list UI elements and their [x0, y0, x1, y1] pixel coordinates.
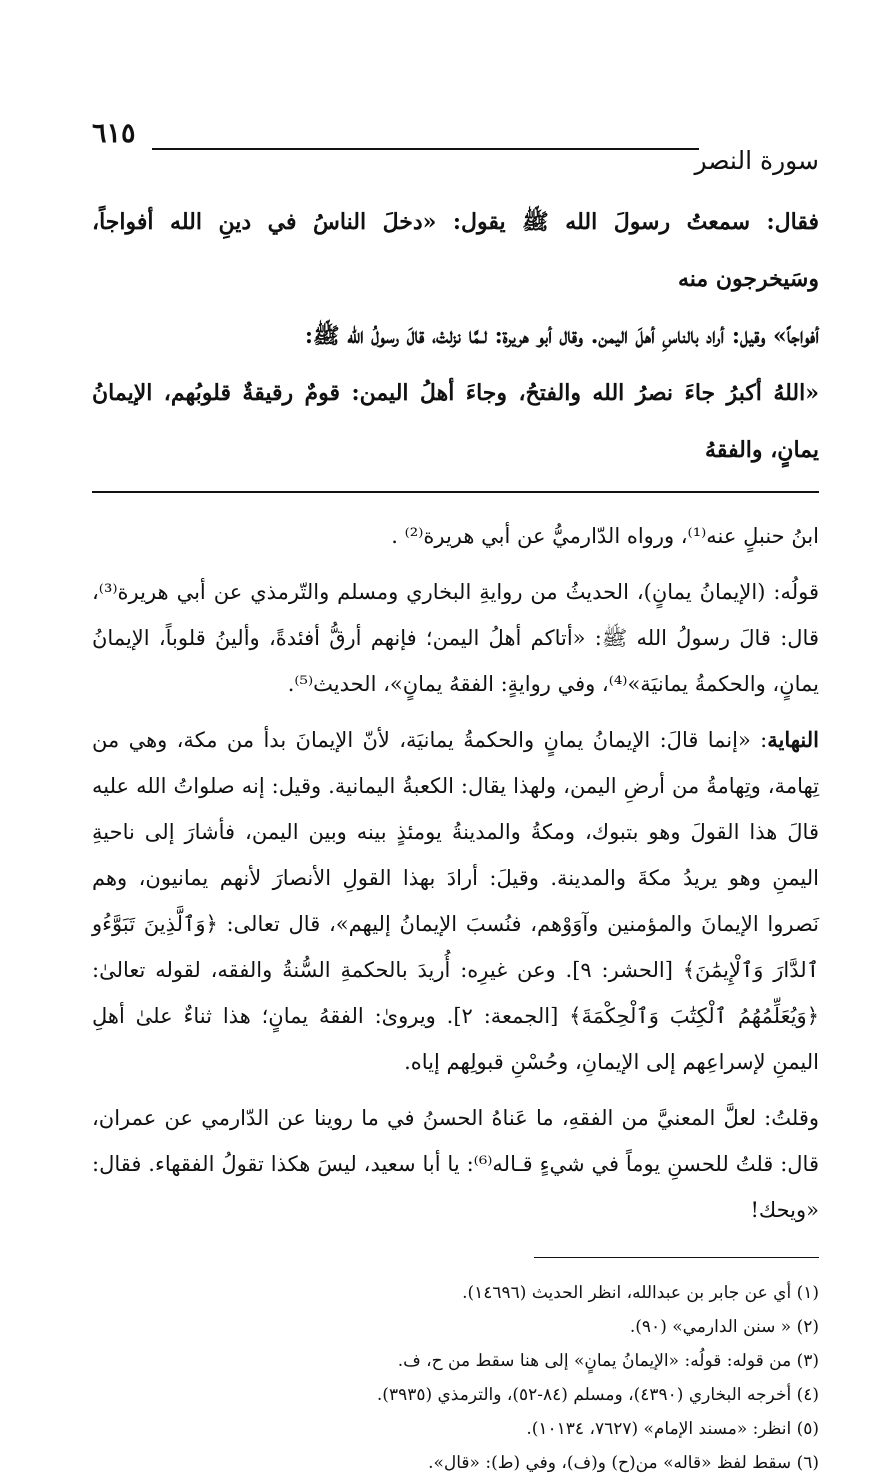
- commentary-paragraph: ابنُ حنبلٍ عنه⁽¹⁾، ورواه الدّارميُّ عن أبي هريرة⁽²⁾ .: [391, 524, 819, 548]
- footnote-item: (٤) أخرجه البخاري (٤٣٩٠)، ومسلم (٨٤-٥٢)، والترمذي (٣٩٣٥).: [376, 1385, 819, 1405]
- footnotes-list: [92, 1276, 819, 1480]
- footnote-divider: [534, 1257, 819, 1258]
- quote-line: أفواجاً» وقيل: أراد بالناسِ أهلَ اليمن. وقال أبو هريرة: لـمَّا نزلتْ، قالَ رسولُ الله ﷺ:: [304, 323, 819, 349]
- page-header: [92, 118, 819, 175]
- header-rule: [152, 148, 699, 150]
- commentary-paragraph: قولُه: (الإيمانُ يمانٍ)، الحديثُ من روايةِ البخاري ومسلم والتّرمذي عن أبي هريرة⁽³⁾، قال: قالَ رسولُ الله ﷺ: «أتاكم أهلُ اليمن؛ فإنهم أرقُّ أفئدةً، وألينُ قلوباً، الإيمانُ يمانٍ، والحكمةُ يمانيَة»⁽⁴⁾، وفي روايةٍ: الفقهُ يمانٍ»، الحديث⁽⁵⁾.: [92, 580, 819, 696]
- page-number: ٦١٥: [92, 118, 136, 149]
- section-divider: [92, 491, 819, 493]
- surah-title: سورة النصر: [694, 146, 819, 175]
- quote-line: فقال: سمعتُ رسولَ الله ﷺ يقول: «دخلَ الناسُ في دينِ الله أفواجاً، وسَيخرجون منه: [92, 209, 819, 292]
- quoted-text-block: [92, 194, 819, 479]
- footnote-item: (٦) سقط لفظ «قاله» من(ح) و(ف)، وفي (ط): «قال».: [428, 1453, 819, 1473]
- commentary-paragraph: النهاية: «إنما قالَ: الإيمانُ يمانٍ والحكمةُ يمانيَة، لأنّ الإيمانَ بدأ من مكة، وهي من تِهامة، وتِهامةُ من أرضِ اليمن، ولهذا يقال: الكعبةُ اليمانية. وقيل: إنه صلواتُ الله عليه قالَ هذا القولَ وهو بتبوك، ومكةُ والمدينةُ يومئذٍ بينه وبين اليمن، فأشارَ إلى ناحيةِ اليمنِ وهو يريدُ مكةَ والمدينة. وقيلَ: أرادَ بهذا القولِ الأنصارَ لأنهم يمانيون، وهم نَصروا الإيمانَ والمؤمنين وآوَوْهم، فنُسبَ الإيمانُ إليهم»، قال تعالى: ﴿وَٱلَّذِينَ تَبَوَّءُو ٱلدَّارَ وَٱلْإِيمَٰنَ﴾ [الحشر: ٩]. وعن غيرِه: أُريدَ بالحكمةِ السُّنةُ والفقه، لقوله تعالىٰ: ﴿وَيُعَلِّمُهُمُ ٱلْكِتَٰبَ وَٱلْحِكْمَةَ﴾ [الجمعة: ٢]. ويروىٰ: الفقهُ يمانٍ؛ هذا ثناءٌ علىٰ أهلِ اليمنِ لإسراعِهم إلى الإيمانِ، وحُسْنِ قبولِهم إياه.: [92, 727, 819, 1074]
- lead-word: النهاية: [767, 727, 819, 752]
- footnote-item: (٣) من قوله: قولُه: «الإيمانُ يمانٍ» إلى هنا سقط من ح، ف.: [397, 1351, 819, 1371]
- commentary-paragraph: وقلتُ: لعلَّ المعنيَّ من الفقهِ، ما عَناهُ الحسنُ في ما روينا عن الدّارمي عن عمران، قال: قلتُ للحسنِ يوماً في شيءٍ قـاله⁽⁶⁾: يا أبا سعيد، ليسَ هكذا تقولُ الفقهاء. فقال: «ويحك!: [92, 1106, 819, 1222]
- commentary-body: [92, 513, 819, 1233]
- quote-line: «اللهُ أكبرُ جاءَ نصرُ الله والفتحُ، وجاءَ أهلُ اليمن: قومٌ رقيقةٌ قلوبُهم، الإيمانُ يمانٍ، والفقهُ: [92, 380, 819, 463]
- footnote-item: (١) أي عن جابر بن عبدالله، انظر الحديث (١٤٦٩٦).: [462, 1283, 819, 1303]
- footnote-item: (٢) « سنن الدارمي» (٩٠).: [629, 1317, 819, 1337]
- footnote-item: (٥) انظر: «مسند الإمام» (٧٦٢٧، ١٠١٣٤).: [526, 1419, 819, 1439]
